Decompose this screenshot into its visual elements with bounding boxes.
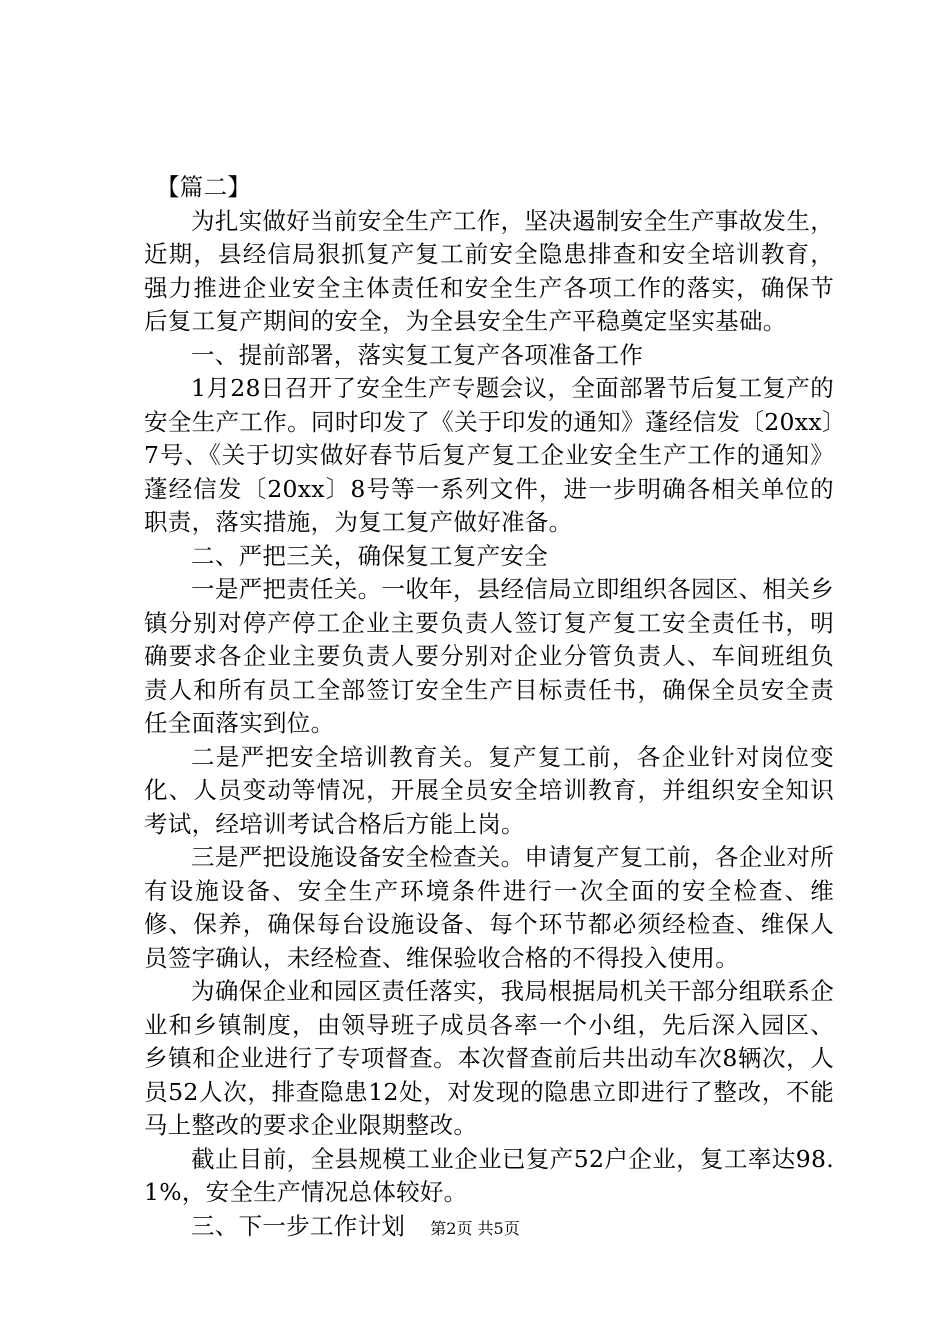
intro-paragraph: 为扎实做好当前安全生产工作，坚决遏制安全生产事故发生，近期，县经信局狠抓复产复工前安全隐患排查和安全培训教育，强力推进企业安全主体责任和安全生产各项工作的落实，确保节后复工复产期间的安全，为全县安全生产平稳奠定坚实基础。 [144,206,834,335]
document-body [144,171,834,1243]
paragraph-supervision: 为确保企业和园区责任落实，我局根据局机关干部分组联系企业和乡镇制度，由领导班子成员各率一个小组，先后深入园区、乡镇和企业进行了专项督查。本次督查前后共出动车次8辆次，人员52人次，排查隐患12处，对发现的隐患立即进行了整改，不能马上整改的要求企业限期整改。 [144,977,834,1139]
section-title-3: 三、下一步工作计划 [191,1211,406,1240]
page-number-footer: 第2页 共5页 [430,1219,520,1238]
paragraph-responsibility: 一是严把责任关。一收年，县经信局立即组织各园区、相关乡镇分别对停产停工企业主要负责人签订复产复工安全责任书，明确要求各企业主要负责人要分别对企业分管负责人、车间班组负责人和所有员工全部签订安全生产目标责任书，确保全员安全责任全面落实到位。 [144,575,834,737]
paragraph-meeting: 1月28日召开了安全生产专题会议，全面部署节后复工复产的安全生产工作。同时印发了《关于印发的通知》蓬经信发〔20xx〕7号、《关于切实做好春节后复产复工企业安全生产工作的通知》蓬经信发〔20xx〕8号等一系列文件，进一步明确各相关单位的职责，落实措施，为复工复产做好准备。 [144,374,834,536]
section-title-1: 一、提前部署，落实复工复产各项准备工作 [191,340,644,369]
section-heading: 【篇二】 [156,173,252,201]
paragraph-status: 截止目前，全县规模工业企业已复产52户企业，复工率达98.1%，安全生产情况总体较好。 [144,1144,834,1206]
section-title-2: 二、严把三关，确保复工复产安全 [191,541,548,570]
paragraph-training: 二是严把安全培训教育关。复产复工前，各企业针对岗位变化、人员变动等情况，开展全员安全培训教育，并组织安全知识考试，经培训考试合格后方能上岗。 [144,742,834,838]
paragraph-inspection: 三是严把设施设备安全检查关。申请复产复工前，各企业对所有设施设备、安全生产环境条件进行一次全面的安全检查、维修、保养，确保每台设施设备、每个环节都必须经检查、维保人员签字确认，未经检查、维保验收合格的不得投入使用。 [144,843,834,972]
